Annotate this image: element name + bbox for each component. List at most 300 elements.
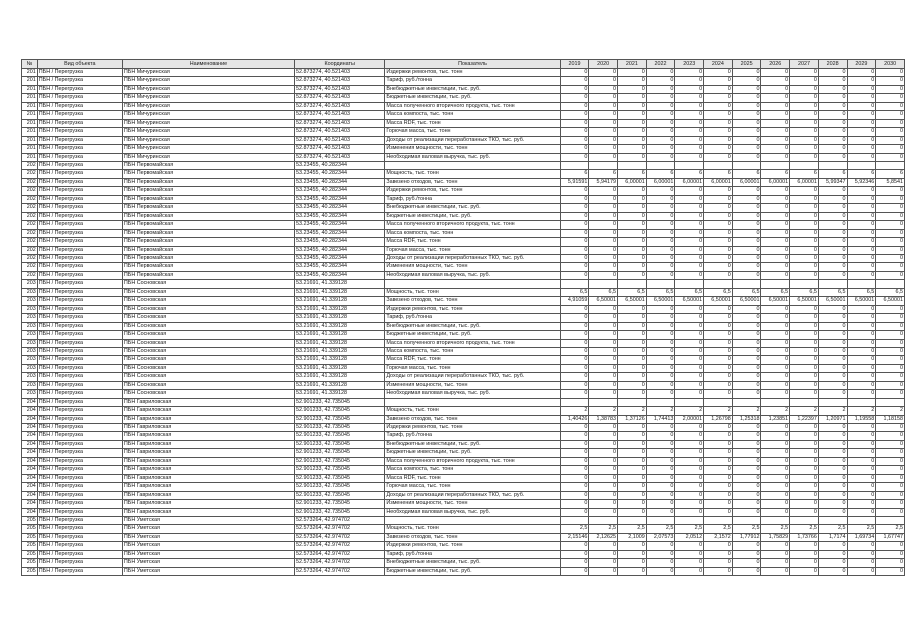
cell-indicator[interactable]: Издержки ремонтов, тыс. тонн xyxy=(385,69,560,77)
cell-value[interactable]: 0 xyxy=(876,85,905,93)
cell-value[interactable]: 0 xyxy=(876,542,905,550)
cell-value[interactable]: 0 xyxy=(560,136,589,144)
cell-value[interactable]: 1,25318 xyxy=(732,415,761,423)
cell-value[interactable]: 6,50001 xyxy=(704,297,733,305)
cell-value[interactable]: 0 xyxy=(589,128,618,136)
cell-value[interactable]: 0 xyxy=(732,271,761,279)
cell-value[interactable]: 0 xyxy=(560,102,589,110)
cell-value[interactable]: 0 xyxy=(790,238,819,246)
cell-value[interactable]: 2,07573 xyxy=(646,533,675,541)
cell-value[interactable] xyxy=(704,398,733,406)
cell-value[interactable]: 0 xyxy=(589,305,618,313)
cell-kind[interactable]: ПБН / Перегрузка xyxy=(37,221,122,229)
cell-value[interactable]: 0 xyxy=(818,153,847,161)
cell-value[interactable] xyxy=(618,517,647,525)
cell-value[interactable] xyxy=(675,517,704,525)
cell-value[interactable]: 0 xyxy=(876,94,905,102)
cell-value[interactable]: 0 xyxy=(646,254,675,262)
cell-value[interactable]: 6 xyxy=(847,170,876,178)
cell-value[interactable]: 0 xyxy=(675,94,704,102)
cell-coords[interactable]: 52.901233, 42.735045 xyxy=(295,398,385,406)
cell-indicator[interactable]: Масса компоста, тыс. тонн xyxy=(385,466,560,474)
cell-value[interactable]: 0 xyxy=(704,305,733,313)
cell-value[interactable]: 6,5 xyxy=(618,288,647,296)
cell-coords[interactable]: 53.21691, 41.339128 xyxy=(295,331,385,339)
cell-value[interactable]: 0 xyxy=(646,229,675,237)
cell-name[interactable]: ПБН Гавриловская xyxy=(122,508,294,516)
cell-value[interactable] xyxy=(675,161,704,169)
cell-value[interactable]: 0 xyxy=(675,466,704,474)
cell-value[interactable]: 0 xyxy=(560,119,589,127)
cell-value[interactable]: 0 xyxy=(675,390,704,398)
cell-value[interactable]: 0 xyxy=(704,356,733,364)
cell-value[interactable]: 0 xyxy=(790,322,819,330)
cell-name[interactable]: ПБН Первомайская xyxy=(122,221,294,229)
cell-value[interactable]: 0 xyxy=(847,271,876,279)
cell-value[interactable]: 0 xyxy=(618,491,647,499)
cell-value[interactable]: 0 xyxy=(704,195,733,203)
cell-value[interactable]: 0 xyxy=(876,466,905,474)
cell-value[interactable]: 0 xyxy=(847,136,876,144)
cell-value[interactable]: 0 xyxy=(818,424,847,432)
cell-value[interactable]: 0 xyxy=(646,331,675,339)
cell-value[interactable]: 0 xyxy=(847,195,876,203)
cell-value[interactable]: 0 xyxy=(589,254,618,262)
cell-kind[interactable]: ПБН / Перегрузка xyxy=(37,263,122,271)
cell-value[interactable] xyxy=(761,517,790,525)
cell-value[interactable]: 0 xyxy=(589,69,618,77)
cell-value[interactable]: 0 xyxy=(847,111,876,119)
cell-value[interactable]: 0 xyxy=(818,111,847,119)
cell-value[interactable]: 0 xyxy=(732,440,761,448)
cell-value[interactable]: 0 xyxy=(560,483,589,491)
cell-value[interactable]: 0 xyxy=(675,221,704,229)
cell-value[interactable]: 0 xyxy=(818,229,847,237)
cell-value[interactable]: 6,50001 xyxy=(618,297,647,305)
cell-value[interactable]: 0 xyxy=(675,424,704,432)
cell-value[interactable]: 6,50001 xyxy=(761,297,790,305)
cell-value[interactable]: 0 xyxy=(704,85,733,93)
cell-value[interactable]: 0 xyxy=(732,567,761,575)
cell-value[interactable]: 2 xyxy=(646,407,675,415)
cell-value[interactable]: 0 xyxy=(704,449,733,457)
cell-value[interactable]: 0 xyxy=(732,364,761,372)
cell-id[interactable]: 203 xyxy=(22,339,38,347)
cell-coords[interactable]: 53.23455, 40.282344 xyxy=(295,212,385,220)
cell-value[interactable]: 0 xyxy=(589,483,618,491)
cell-value[interactable]: 0 xyxy=(675,119,704,127)
cell-value[interactable]: 0 xyxy=(704,221,733,229)
cell-value[interactable]: 6,00001 xyxy=(618,178,647,186)
cell-coords[interactable]: 52.901233, 42.735045 xyxy=(295,457,385,465)
cell-coords[interactable]: 52.873274, 40.521403 xyxy=(295,85,385,93)
cell-indicator[interactable]: Масса полученного вторичного продукта, тыс. тонн xyxy=(385,457,560,465)
cell-id[interactable]: 203 xyxy=(22,322,38,330)
cell-value[interactable] xyxy=(818,161,847,169)
cell-value[interactable]: 0 xyxy=(560,322,589,330)
cell-value[interactable]: 0 xyxy=(704,500,733,508)
cell-name[interactable]: ПБН Первомайская xyxy=(122,238,294,246)
cell-value[interactable]: 0 xyxy=(732,508,761,516)
cell-value[interactable]: 6,5 xyxy=(646,288,675,296)
cell-id[interactable]: 203 xyxy=(22,373,38,381)
cell-kind[interactable]: ПБН / Перегрузка xyxy=(37,212,122,220)
cell-value[interactable] xyxy=(618,280,647,288)
cell-value[interactable]: 0 xyxy=(818,85,847,93)
cell-value[interactable]: 0 xyxy=(761,305,790,313)
cell-value[interactable]: 0 xyxy=(876,102,905,110)
cell-value[interactable]: 6,00001 xyxy=(675,178,704,186)
cell-value[interactable]: 0 xyxy=(704,331,733,339)
cell-value[interactable]: 0 xyxy=(704,381,733,389)
column-header-year[interactable]: 2023 xyxy=(675,60,704,69)
cell-value[interactable]: 0 xyxy=(618,457,647,465)
cell-value[interactable]: 0 xyxy=(646,440,675,448)
cell-value[interactable]: 0 xyxy=(761,254,790,262)
cell-value[interactable]: 0 xyxy=(589,119,618,127)
cell-value[interactable]: 0 xyxy=(646,187,675,195)
cell-value[interactable]: 0 xyxy=(646,77,675,85)
cell-coords[interactable]: 53.23455, 40.282344 xyxy=(295,238,385,246)
cell-value[interactable]: 0 xyxy=(646,195,675,203)
cell-name[interactable]: ПБН Первомайская xyxy=(122,204,294,212)
cell-value[interactable]: 0 xyxy=(675,102,704,110)
cell-value[interactable]: 0 xyxy=(761,440,790,448)
cell-coords[interactable]: 53.23455, 40.282344 xyxy=(295,161,385,169)
cell-value[interactable]: 0 xyxy=(675,559,704,567)
cell-value[interactable]: 0 xyxy=(761,432,790,440)
cell-value[interactable]: 0 xyxy=(560,94,589,102)
cell-value[interactable] xyxy=(761,398,790,406)
cell-value[interactable]: 0 xyxy=(876,187,905,195)
cell-value[interactable] xyxy=(589,161,618,169)
cell-kind[interactable]: ПБН / Перегрузка xyxy=(37,288,122,296)
cell-indicator[interactable]: Тариф, руб./тонна xyxy=(385,314,560,322)
cell-value[interactable]: 0 xyxy=(675,567,704,575)
cell-value[interactable]: 0 xyxy=(704,187,733,195)
cell-value[interactable]: 0 xyxy=(818,483,847,491)
cell-id[interactable]: 203 xyxy=(22,347,38,355)
cell-indicator[interactable] xyxy=(385,161,560,169)
cell-kind[interactable]: ПБН / Перегрузка xyxy=(37,271,122,279)
cell-value[interactable]: 0 xyxy=(675,85,704,93)
cell-value[interactable]: 5,92346 xyxy=(847,178,876,186)
cell-value[interactable]: 0 xyxy=(761,187,790,195)
cell-value[interactable]: 0 xyxy=(618,128,647,136)
cell-id[interactable]: 201 xyxy=(22,145,38,153)
cell-indicator[interactable]: Необходимая валовая выручка, тыс. руб. xyxy=(385,390,560,398)
cell-value[interactable]: 0 xyxy=(818,246,847,254)
cell-id[interactable]: 202 xyxy=(22,178,38,186)
cell-value[interactable]: 0 xyxy=(847,390,876,398)
cell-value[interactable]: 0 xyxy=(732,263,761,271)
cell-value[interactable]: 0 xyxy=(646,542,675,550)
cell-indicator[interactable]: Издержки ремонтов, тыс. тонн xyxy=(385,305,560,313)
cell-value[interactable]: 6,00001 xyxy=(704,178,733,186)
cell-id[interactable]: 203 xyxy=(22,390,38,398)
cell-value[interactable]: 0 xyxy=(560,432,589,440)
cell-kind[interactable]: ПБН / Перегрузка xyxy=(37,322,122,330)
cell-coords[interactable]: 52.873274, 40.521403 xyxy=(295,111,385,119)
cell-kind[interactable]: ПБН / Перегрузка xyxy=(37,533,122,541)
cell-value[interactable]: 0 xyxy=(675,373,704,381)
cell-value[interactable]: 0 xyxy=(560,212,589,220)
cell-value[interactable]: 2 xyxy=(560,407,589,415)
cell-value[interactable]: 0 xyxy=(589,491,618,499)
cell-value[interactable]: 0 xyxy=(704,440,733,448)
cell-value[interactable] xyxy=(560,398,589,406)
cell-indicator[interactable]: Издержки ремонтов, тыс. тонн xyxy=(385,187,560,195)
cell-value[interactable]: 0 xyxy=(560,85,589,93)
cell-name[interactable]: ПБН Мичуринская xyxy=(122,145,294,153)
cell-value[interactable]: 2,5 xyxy=(847,525,876,533)
cell-value[interactable]: 0 xyxy=(790,483,819,491)
cell-value[interactable]: 0 xyxy=(646,204,675,212)
cell-id[interactable]: 204 xyxy=(22,474,38,482)
cell-value[interactable]: 0 xyxy=(589,440,618,448)
cell-indicator[interactable]: Бюджетные инвестиции, тыс. руб. xyxy=(385,567,560,575)
cell-kind[interactable]: ПБН / Перегрузка xyxy=(37,161,122,169)
cell-value[interactable]: 0 xyxy=(646,322,675,330)
cell-value[interactable]: 2,5 xyxy=(761,525,790,533)
cell-value[interactable]: 0 xyxy=(761,542,790,550)
cell-value[interactable]: 0 xyxy=(704,491,733,499)
column-header-year[interactable]: 2027 xyxy=(790,60,819,69)
cell-kind[interactable]: ПБН / Перегрузка xyxy=(37,407,122,415)
cell-value[interactable]: 0 xyxy=(732,331,761,339)
cell-value[interactable]: 0 xyxy=(847,542,876,550)
cell-id[interactable]: 202 xyxy=(22,246,38,254)
cell-value[interactable]: 0 xyxy=(761,559,790,567)
cell-indicator[interactable]: Изменения мощности, тыс. тонн xyxy=(385,381,560,389)
cell-name[interactable]: ПБН Гавриловская xyxy=(122,483,294,491)
cell-indicator[interactable]: Доходы от реализации переработанных ТКО, тыс. руб. xyxy=(385,136,560,144)
cell-value[interactable]: 0 xyxy=(646,102,675,110)
cell-value[interactable]: 4,91059 xyxy=(560,297,589,305)
cell-indicator[interactable]: Доходы от реализации переработанных ТКО, тыс. руб. xyxy=(385,254,560,262)
cell-coords[interactable]: 52.873274, 40.521403 xyxy=(295,94,385,102)
column-header-name[interactable]: Наименование xyxy=(122,60,294,69)
cell-value[interactable]: 0 xyxy=(761,424,790,432)
cell-kind[interactable]: ПБН / Перегрузка xyxy=(37,517,122,525)
cell-value[interactable]: 0 xyxy=(876,305,905,313)
cell-id[interactable]: 204 xyxy=(22,491,38,499)
cell-value[interactable]: 0 xyxy=(704,111,733,119)
cell-value[interactable]: 0 xyxy=(876,212,905,220)
cell-value[interactable]: 0 xyxy=(761,119,790,127)
cell-value[interactable]: 0 xyxy=(589,77,618,85)
cell-value[interactable]: 0 xyxy=(675,246,704,254)
cell-value[interactable]: 0 xyxy=(818,271,847,279)
cell-value[interactable]: 0 xyxy=(818,187,847,195)
cell-value[interactable]: 5,91591 xyxy=(560,178,589,186)
cell-kind[interactable]: ПБН / Перегрузка xyxy=(37,195,122,203)
cell-value[interactable] xyxy=(732,398,761,406)
cell-value[interactable]: 0 xyxy=(761,347,790,355)
cell-value[interactable]: 0 xyxy=(761,491,790,499)
cell-value[interactable]: 0 xyxy=(732,347,761,355)
cell-id[interactable]: 205 xyxy=(22,550,38,558)
cell-value[interactable]: 0 xyxy=(704,364,733,372)
cell-indicator[interactable]: Масса полученного вторичного продукта, тыс. тонн xyxy=(385,339,560,347)
column-header-indicator[interactable]: Показатель xyxy=(385,60,560,69)
cell-value[interactable]: 0 xyxy=(704,466,733,474)
cell-value[interactable]: 0 xyxy=(589,187,618,195)
cell-value[interactable]: 0 xyxy=(675,229,704,237)
cell-value[interactable]: 0 xyxy=(761,204,790,212)
cell-indicator[interactable]: Масса полученного вторичного продукта, тыс. тонн xyxy=(385,102,560,110)
cell-value[interactable]: 0 xyxy=(761,457,790,465)
cell-kind[interactable]: ПБН / Перегрузка xyxy=(37,415,122,423)
cell-value[interactable]: 1,73766 xyxy=(790,533,819,541)
cell-value[interactable]: 1,23851 xyxy=(761,415,790,423)
cell-value[interactable]: 0 xyxy=(646,153,675,161)
cell-kind[interactable]: ПБН / Перегрузка xyxy=(37,305,122,313)
cell-id[interactable]: 202 xyxy=(22,187,38,195)
cell-value[interactable] xyxy=(847,161,876,169)
cell-value[interactable]: 0 xyxy=(589,238,618,246)
cell-value[interactable]: 0 xyxy=(761,102,790,110)
cell-value[interactable]: 0 xyxy=(560,356,589,364)
cell-value[interactable]: 0 xyxy=(732,238,761,246)
cell-value[interactable]: 0 xyxy=(732,145,761,153)
cell-value[interactable]: 0 xyxy=(675,542,704,550)
cell-value[interactable]: 1,75829 xyxy=(761,533,790,541)
cell-value[interactable]: 0 xyxy=(732,500,761,508)
cell-name[interactable]: ПБН Сосновская xyxy=(122,381,294,389)
cell-value[interactable]: 0 xyxy=(818,356,847,364)
column-header-year[interactable]: 2028 xyxy=(818,60,847,69)
cell-name[interactable]: ПБН Мичуринская xyxy=(122,85,294,93)
cell-name[interactable]: ПБН Гавриловская xyxy=(122,457,294,465)
cell-value[interactable]: 0 xyxy=(847,305,876,313)
cell-value[interactable]: 0 xyxy=(618,474,647,482)
cell-coords[interactable]: 52.901233, 42.735045 xyxy=(295,483,385,491)
cell-coords[interactable]: 52.901233, 42.735045 xyxy=(295,491,385,499)
cell-coords[interactable]: 53.23455, 40.282344 xyxy=(295,271,385,279)
cell-value[interactable]: 0 xyxy=(589,550,618,558)
cell-value[interactable]: 6 xyxy=(790,170,819,178)
cell-indicator[interactable]: Завезено отходов, тыс. тонн xyxy=(385,297,560,305)
cell-value[interactable]: 0 xyxy=(589,457,618,465)
cell-value[interactable]: 0 xyxy=(876,263,905,271)
cell-value[interactable]: 0 xyxy=(847,491,876,499)
cell-coords[interactable]: 52.901233, 42.735045 xyxy=(295,449,385,457)
cell-value[interactable]: 1,19558 xyxy=(847,415,876,423)
cell-value[interactable]: 0 xyxy=(818,136,847,144)
cell-coords[interactable]: 52.573264, 42.974702 xyxy=(295,533,385,541)
cell-kind[interactable]: ПБН / Перегрузка xyxy=(37,356,122,364)
cell-kind[interactable]: ПБН / Перегрузка xyxy=(37,525,122,533)
cell-value[interactable]: 0 xyxy=(761,339,790,347)
cell-value[interactable]: 0 xyxy=(847,322,876,330)
cell-value[interactable]: 0 xyxy=(761,314,790,322)
cell-value[interactable]: 0 xyxy=(618,373,647,381)
cell-value[interactable]: 0 xyxy=(646,69,675,77)
cell-value[interactable]: 0 xyxy=(704,128,733,136)
cell-value[interactable]: 0 xyxy=(675,550,704,558)
cell-value[interactable]: 0 xyxy=(876,474,905,482)
cell-id[interactable]: 202 xyxy=(22,263,38,271)
cell-value[interactable]: 0 xyxy=(560,347,589,355)
cell-value[interactable]: 6,5 xyxy=(675,288,704,296)
cell-kind[interactable]: ПБН / Перегрузка xyxy=(37,119,122,127)
cell-value[interactable]: 0 xyxy=(589,322,618,330)
cell-value[interactable]: 0 xyxy=(847,69,876,77)
cell-value[interactable] xyxy=(876,398,905,406)
cell-value[interactable]: 0 xyxy=(560,77,589,85)
cell-value[interactable]: 0 xyxy=(646,390,675,398)
cell-name[interactable]: ПБН Мичуринская xyxy=(122,77,294,85)
cell-value[interactable]: 0 xyxy=(704,567,733,575)
cell-value[interactable]: 6 xyxy=(618,170,647,178)
cell-indicator[interactable]: Мощность, тыс. тонн xyxy=(385,407,560,415)
cell-value[interactable]: 0 xyxy=(761,246,790,254)
cell-value[interactable]: 0 xyxy=(618,246,647,254)
cell-name[interactable]: ПБН Первомайская xyxy=(122,263,294,271)
cell-value[interactable]: 5,8541 xyxy=(876,178,905,186)
cell-value[interactable]: 0 xyxy=(560,271,589,279)
cell-value[interactable]: 0 xyxy=(818,364,847,372)
cell-value[interactable]: 0 xyxy=(704,508,733,516)
cell-value[interactable]: 0 xyxy=(646,491,675,499)
cell-value[interactable]: 0 xyxy=(761,221,790,229)
cell-value[interactable]: 1,40426 xyxy=(560,415,589,423)
cell-value[interactable]: 0 xyxy=(761,500,790,508)
cell-id[interactable]: 205 xyxy=(22,542,38,550)
cell-coords[interactable]: 53.23455, 40.282344 xyxy=(295,195,385,203)
cell-value[interactable]: 0 xyxy=(761,212,790,220)
cell-value[interactable]: 0 xyxy=(618,187,647,195)
cell-indicator[interactable]: Мощность, тыс. тонн xyxy=(385,525,560,533)
cell-value[interactable]: 0 xyxy=(704,542,733,550)
column-header-year[interactable]: 2024 xyxy=(704,60,733,69)
cell-value[interactable]: 0 xyxy=(818,305,847,313)
cell-value[interactable]: 0 xyxy=(675,136,704,144)
cell-coords[interactable]: 53.23455, 40.282344 xyxy=(295,263,385,271)
cell-value[interactable]: 0 xyxy=(732,111,761,119)
cell-value[interactable]: 0 xyxy=(847,254,876,262)
cell-value[interactable]: 0 xyxy=(675,77,704,85)
cell-value[interactable]: 0 xyxy=(560,474,589,482)
cell-value[interactable]: 2 xyxy=(790,407,819,415)
cell-kind[interactable]: ПБН / Перегрузка xyxy=(37,145,122,153)
cell-value[interactable]: 2,5 xyxy=(704,525,733,533)
cell-indicator[interactable]: Внебюджетные инвестиции, тыс. руб. xyxy=(385,322,560,330)
cell-value[interactable]: 1,67747 xyxy=(876,533,905,541)
cell-value[interactable]: 0 xyxy=(818,119,847,127)
cell-value[interactable]: 0 xyxy=(589,381,618,389)
cell-value[interactable]: 0 xyxy=(704,77,733,85)
cell-value[interactable] xyxy=(732,161,761,169)
cell-value[interactable]: 0 xyxy=(646,119,675,127)
cell-value[interactable]: 6,5 xyxy=(589,288,618,296)
cell-value[interactable]: 0 xyxy=(589,136,618,144)
cell-indicator[interactable]: Горючая масса, тыс. тонн xyxy=(385,246,560,254)
cell-coords[interactable]: 52.573264, 42.974702 xyxy=(295,517,385,525)
cell-value[interactable]: 0 xyxy=(618,567,647,575)
cell-id[interactable]: 201 xyxy=(22,69,38,77)
cell-name[interactable]: ПБН Уметская xyxy=(122,517,294,525)
cell-value[interactable]: 0 xyxy=(732,356,761,364)
cell-value[interactable]: 0 xyxy=(675,474,704,482)
cell-value[interactable]: 0 xyxy=(876,339,905,347)
cell-name[interactable]: ПБН Уметская xyxy=(122,559,294,567)
cell-id[interactable]: 201 xyxy=(22,153,38,161)
cell-name[interactable]: ПБН Гавриловская xyxy=(122,440,294,448)
cell-value[interactable]: 0 xyxy=(790,229,819,237)
cell-value[interactable]: 0 xyxy=(589,221,618,229)
